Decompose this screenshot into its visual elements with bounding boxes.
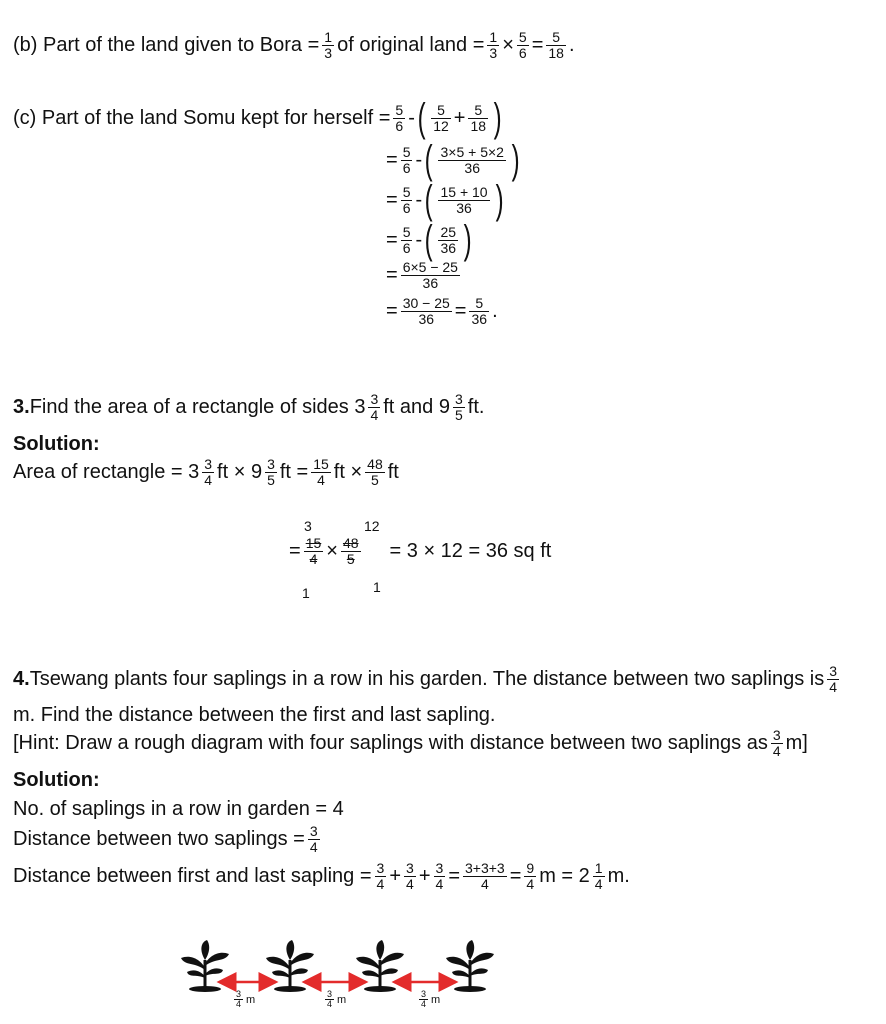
fraction: $\frac{3}{5}$: [267, 456, 275, 488]
part-c-step-6: = $\frac{30 - 25}{36}$ = $\frac{5}{36}$ .: [386, 295, 498, 327]
fraction: $\frac{15}{4}$: [305, 535, 322, 567]
fraction: $\frac{25}{36}$: [440, 223, 457, 256]
q3-question: 3. Find the area of a rectangle of sides 3 $\frac{3}{4}$ ft and 9 $\frac{3}{5}$ ft.: [13, 391, 485, 423]
sapling-icon: [181, 940, 229, 992]
fraction: $\frac{3}{4}$: [376, 860, 385, 892]
fraction: $\frac{3}{4}$: [406, 860, 414, 892]
cancel-bottom-2: 1: [373, 579, 381, 595]
fraction: $\frac{5}{18}$: [548, 29, 564, 61]
fraction: $\frac{3}{4}$: [204, 456, 213, 488]
q3-number: 3.: [13, 396, 30, 418]
q3-result: = 3 × 12 = 36 sq ft: [389, 540, 552, 562]
fraction: $\frac{3}{4}$: [370, 391, 379, 423]
fraction: $\frac{5}{6}$: [402, 143, 411, 176]
cancel-top-2: 12: [364, 518, 380, 534]
fraction: $\frac{3}{5}$: [454, 391, 463, 423]
part-c-label: (c) Part of the land Somu kept for herself =: [13, 106, 391, 129]
fraction: $\frac{15}{4}$: [313, 456, 329, 488]
part-c-line-1: (c) Part of the land Somu kept for herself = $\frac{5}{6}$ - ( $\frac{5}{12}$ + $\frac{5}{18}$ ): [13, 96, 502, 140]
fraction: $\frac{5}{6}$: [402, 223, 411, 256]
q4-number: 4.: [13, 668, 30, 690]
part-c-step-4: = $\frac{5}{6}$ - ( $\frac{25}{36}$ ): [386, 218, 472, 262]
fraction: $\frac{6\times 5 - 25}{36}$: [402, 259, 458, 291]
q4-solution-heading: Solution:: [13, 769, 100, 791]
q3-area-line: Area of rectangle = 3 $\frac{3}{4}$ ft × 9 $\frac{3}{5}$ ft = $\frac{15}{4}$ ft × $\frac{48}{5}$ ft: [13, 456, 399, 488]
fraction: $\frac{3\times 5 + 5\times 2}{36}$: [440, 143, 504, 176]
fraction: $\frac{3}{4}$: [309, 823, 318, 855]
cancel-top-1: 3: [304, 518, 312, 534]
sapling-icon: [266, 940, 314, 992]
q3-cancel-line: = $\frac{15}{4}$ × $\frac{48}{5}$ = 3 × 12 = 36 sq ft: [289, 535, 552, 567]
part-c-step-5: = $\frac{6\times 5 - 25}{36}$: [386, 259, 458, 291]
q4-solution-line-3: Distance between first and last sapling = $\frac{3}{4}$ + $\frac{3}{4}$ + $\frac{3}{4}$ = $\frac{3+3+3}{4}$ = $\frac{9}{4}$ m = 2 $\frac{1}{4}$ m.: [13, 860, 630, 892]
sapling-icon: [446, 940, 494, 992]
fraction: $\frac{5}{6}$: [402, 183, 411, 216]
q4-solution-line-1: No. of saplings in a row in garden = 4: [13, 798, 344, 820]
fraction: $\frac{3}{4}$: [772, 727, 781, 759]
fraction: $\frac{1}{4}$: [594, 860, 603, 892]
fraction: $\frac{48}{5}$: [342, 535, 359, 567]
fraction: $\frac{5}{18}$: [470, 101, 487, 134]
fraction: $\frac{3}{4}$: [829, 663, 838, 695]
q3-solution-heading: Solution:: [13, 433, 100, 455]
fraction: $\frac{15 + 10}{36}$: [440, 183, 488, 216]
part-c-step-3: = $\frac{5}{6}$ - ( $\frac{15 + 10}{36}$ ): [386, 178, 504, 222]
part-b-label: (b) Part of the land given to Bora =: [13, 34, 320, 56]
fraction: $\frac{5}{6}$: [518, 29, 527, 61]
fraction: $\frac{3}{4}$: [435, 860, 444, 892]
q4-question-line-2: m. Find the distance between the first and last sapling.: [13, 704, 496, 726]
part-c-step-2: = $\frac{5}{6}$ - ( $\frac{3\times 5 + 5\times 2}{36}$ ): [386, 138, 520, 182]
part-b-line: (b) Part of the land given to Bora = $\frac{1}{3}$ of original land = $\frac{1}{3}$ × $\frac{5}{6}$ = $\frac{5}{18}$ .: [13, 29, 575, 61]
q4-hint: [Hint: Draw a rough diagram with four saplings with distance between two saplings as $\frac{3}{4}$ m]: [13, 727, 808, 759]
sapling-icon: [356, 940, 404, 992]
fraction: $\frac{5}{12}$: [433, 101, 449, 134]
q4-solution-line-2: Distance between two saplings = $\frac{3}{4}$: [13, 823, 318, 855]
distance-label: $\frac{3}{4}$ m: [236, 989, 256, 1009]
fraction: $\frac{1}{3}$: [324, 29, 333, 61]
cancel-bottom-1: 1: [302, 585, 310, 601]
fraction: $\frac{5}{6}$: [395, 101, 404, 134]
distance-label: $\frac{3}{4}$ m: [421, 989, 441, 1009]
fraction: $\frac{9}{4}$: [526, 860, 535, 892]
q4-question-line-1: 4. Tsewang plants four saplings in a row in his garden. The distance between two saplings is $\frac{3}{4}$: [13, 663, 838, 695]
fraction: $\frac{5}{36}$: [471, 295, 488, 327]
fraction: $\frac{3+3+3}{4}$: [465, 860, 505, 892]
fraction: $\frac{30 - 25}{36}$: [402, 295, 450, 327]
fraction: $\frac{48}{5}$: [367, 456, 383, 488]
fraction: $\frac{1}{3}$: [489, 29, 498, 61]
distance-label: $\frac{3}{4}$ m: [327, 989, 347, 1009]
